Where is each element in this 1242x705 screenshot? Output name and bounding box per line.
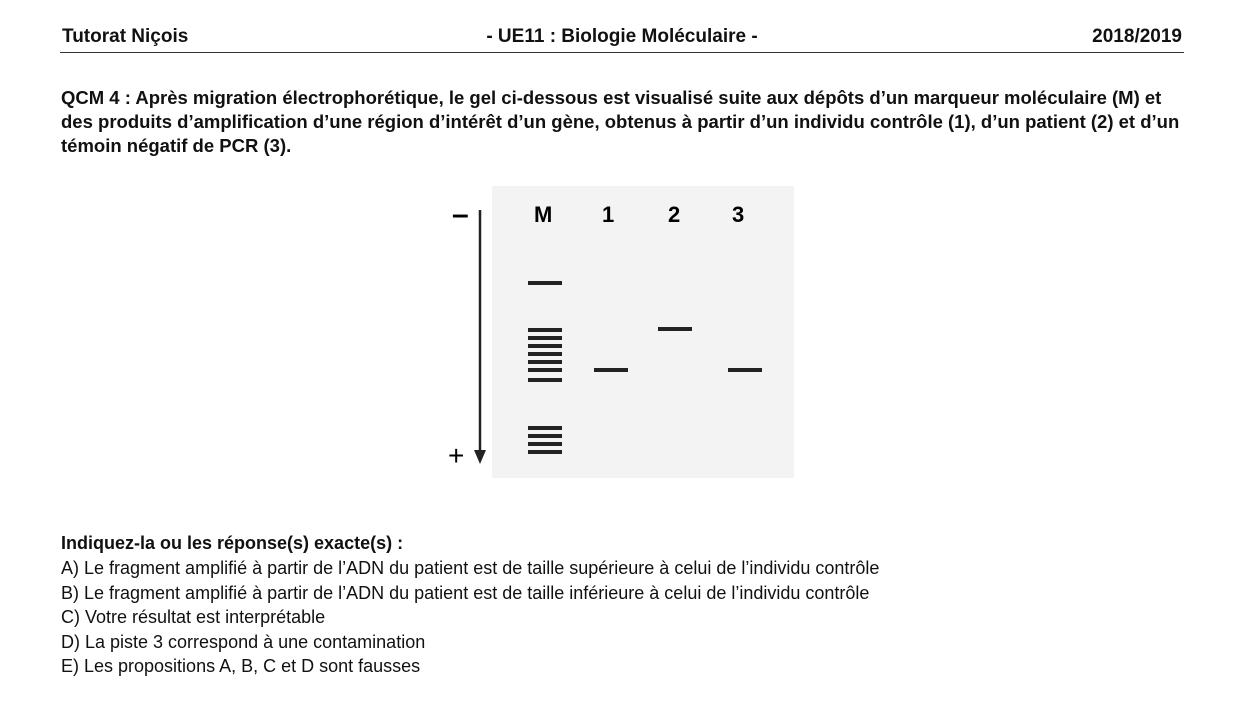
- gel-plus-label: +: [448, 440, 465, 471]
- marker-band: [528, 328, 562, 332]
- lane-label-m: M: [534, 202, 553, 227]
- marker-band: [528, 281, 562, 285]
- lane-label-2: 2: [668, 202, 681, 227]
- answers-title: Indiquez-la ou les réponse(s) exacte(s) :: [61, 533, 404, 553]
- marker-band: [528, 426, 562, 430]
- gel-minus-label: –: [452, 198, 469, 231]
- marker-band: [528, 344, 562, 348]
- marker-band: [528, 368, 562, 372]
- answer-a: A) Le fragment amplifié à partir de l’ADN du patient est de taille supérieure à celui de l’individu contrôle: [61, 558, 880, 578]
- page-header: [60, 26, 1184, 53]
- answer-b: B) Le fragment amplifié à partir de l’ADN du patient est de taille inférieure à celui de l’individu contrôle: [61, 582, 870, 603]
- gel-figure: [440, 180, 800, 480]
- lane-label-3: 3: [732, 202, 745, 227]
- header-left: Tutorat Niçois: [62, 26, 189, 47]
- lane-2-band: [658, 327, 692, 331]
- migration-arrow-head: [474, 450, 486, 464]
- answer-d: D) La piste 3 correspond à une contamination: [61, 631, 426, 652]
- marker-band: [528, 378, 562, 382]
- question-text: QCM 4 : Après migration électrophorétique, le gel ci-dessous est visualisé suite aux dépôts d’un marqueur moléculaire (M) et des produits d’amplification d’une région d’intérêt d’un gène, obtenus à partir d’un individu contrôle (1), d’un patient (2) et d’un témoin négatif de PCR (3).: [61, 87, 1180, 156]
- lane-3-band: [728, 368, 762, 372]
- marker-band: [528, 442, 562, 446]
- marker-band: [528, 450, 562, 454]
- answer-c: C) Votre résultat est interprétable: [61, 607, 326, 627]
- answer-e: E) Les propositions A, B, C et D sont fausses: [61, 656, 421, 676]
- header-center: - UE11 : Biologie Moléculaire -: [486, 26, 758, 47]
- header-right: 2018/2019: [1092, 26, 1182, 47]
- marker-band: [528, 336, 562, 340]
- marker-band: [528, 360, 562, 364]
- marker-band: [528, 434, 562, 438]
- lane-label-1: 1: [602, 202, 615, 227]
- answers-list: [61, 556, 879, 679]
- marker-band: [528, 352, 562, 356]
- lane-1-band: [594, 368, 628, 372]
